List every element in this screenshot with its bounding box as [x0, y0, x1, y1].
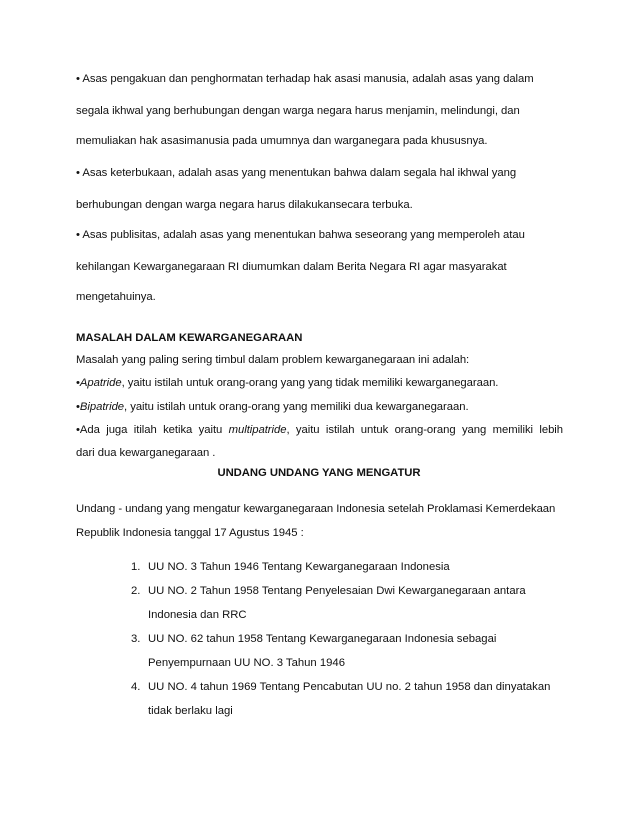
list-number: 3. [131, 633, 141, 645]
list-item: UU NO. 62 tahun 1958 Tentang Kewarganegaraan Indonesia sebagai [148, 633, 497, 645]
paragraph-line: • Asas pengakuan dan penghormatan terhadap hak asasi manusia, adalah asas yang dalam [76, 73, 534, 85]
list-item: UU NO. 2 Tahun 1958 Tentang Penyelesaian Dwi Kewarganegaraan antara [148, 585, 526, 597]
term-bipatride: Bipatride [79, 401, 125, 413]
undang-intro-line: Undang - undang yang mengatur kewarganegaraan Indonesia setelah Proklamasi Kemerdekaan [76, 503, 556, 515]
list-item: UU NO. 4 tahun 1969 Tentang Pencabutan UU no. 2 tahun 1958 dan dinyatakan [148, 681, 551, 693]
list-item-continuation: Penyempurnaan UU NO. 3 Tahun 1946 [148, 657, 345, 669]
definition-text: , yaitu istilah untuk orang-orang yang yang tidak memiliki kewarganegaraan. [121, 377, 499, 389]
masalah-intro: Masalah yang paling sering timbul dalam problem kewarganegaraan ini adalah: [76, 354, 470, 366]
bullet: • [76, 377, 80, 389]
bullet: • [76, 401, 80, 413]
term-apatride: Apatride [79, 377, 122, 389]
section-heading-masalah: MASALAH DALAM KEWARGANEGARAAN [76, 332, 303, 344]
list-number: 1. [131, 561, 141, 573]
paragraph-line: • Asas publisitas, adalah asas yang menentukan bahwa seseorang yang memperoleh atau [76, 229, 525, 241]
text-post: , yaitu istilah untuk orang-orang yang memiliki lebih [286, 424, 564, 436]
list-item: UU NO. 3 Tahun 1946 Tentang Kewarganegaraan Indonesia [148, 561, 450, 573]
paragraph-line: kehilangan Kewarganegaraan RI diumumkan dalam Berita Negara RI agar masyarakat [76, 261, 507, 273]
paragraph-line: segala ikhwal yang berhubungan dengan warga negara harus menjamin, melindungi, dan [76, 105, 520, 117]
section-heading-undang: UNDANG UNDANG YANG MENGATUR [217, 467, 421, 479]
term-multipatride: multipatride [228, 424, 287, 436]
multipatride-line2: dari dua kewarganegaraan . [76, 447, 216, 459]
text-pre: •Ada juga itilah ketika yaitu [76, 424, 229, 436]
list-item-continuation: Indonesia dan RRC [148, 609, 247, 621]
paragraph-line: berhubungan dengan warga negara harus dilakukansecara terbuka. [76, 199, 413, 211]
paragraph-line: • Asas keterbukaan, adalah asas yang menentukan bahwa dalam segala hal ikhwal yang [76, 167, 517, 179]
paragraph-line: memuliakan hak asasimanusia pada umumnya dan warganegara pada khususnya. [76, 135, 488, 147]
multipatride-item [76, 423, 563, 437]
list-item-continuation: tidak berlaku lagi [148, 705, 233, 717]
apatride-item [76, 376, 498, 390]
list-number: 4. [131, 681, 141, 693]
bipatride-item [76, 400, 469, 414]
definition-text: , yaitu istilah untuk orang-orang yang memiliki dua kewarganegaraan. [124, 401, 469, 413]
undang-intro-line: Republik Indonesia tanggal 17 Agustus 1945 : [76, 527, 304, 539]
list-number: 2. [131, 585, 141, 597]
paragraph-line: mengetahuinya. [76, 291, 156, 303]
